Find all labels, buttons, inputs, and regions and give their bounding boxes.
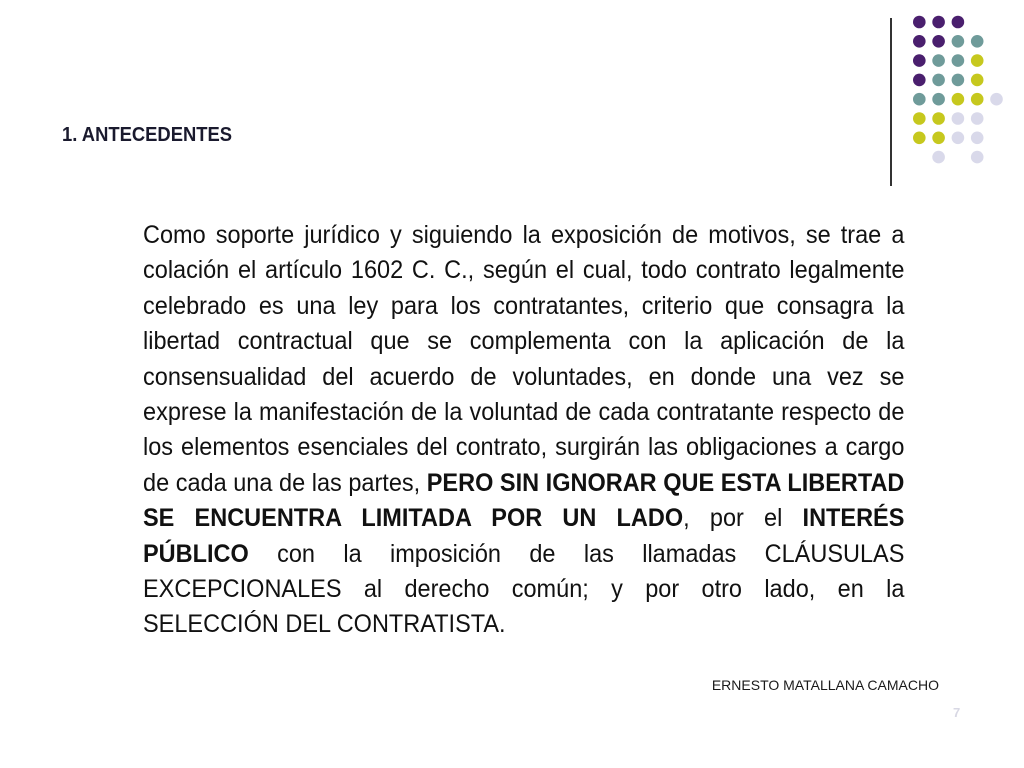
decorative-dot (971, 54, 984, 67)
body-text-part-1: Como soporte jurídico y siguiendo la exposición de motivos, se trae a colación el artículo 1602 C. C., según el cual, todo contrato legalmente celebrado es una ley para los contratantes, criterio que consagra la libertad contractual que se complementa con la aplicación de la consensualidad del acuerdo de voluntades, en donde una vez se exprese la manifestación de la voluntad de cada contratante respecto de los elementos esenciales del contrato, surgirán las obligaciones a cargo de cada una de las partes, (143, 221, 905, 497)
decorative-dot (971, 74, 984, 87)
decorative-dot (932, 132, 945, 145)
decorative-dot (952, 74, 965, 87)
body-text-part-3: con la imposición de las llamadas CLÁUSULAS EXCEPCIONALES al derecho común; y por otro lado, en la SELECCIÓN DEL CONTRATISTA. (143, 539, 905, 639)
decorative-dot (952, 132, 965, 145)
decorative-dot (913, 112, 926, 125)
decorative-dot (932, 16, 945, 29)
decorative-dot (913, 74, 926, 87)
decorative-dot (952, 93, 965, 106)
decorative-dot (932, 74, 945, 87)
body-text-part-2: , por el (683, 504, 803, 533)
decorative-dot (913, 132, 926, 145)
decorative-dot (932, 151, 945, 164)
decorative-dot (971, 132, 984, 145)
decorative-dot (952, 112, 965, 125)
author-name: ERNESTO MATALLANA CAMACHO (711, 677, 939, 693)
decorative-dot (913, 35, 926, 48)
page-number: 7 (953, 705, 961, 720)
decorative-dot-grid (0, 0, 1024, 200)
decorative-dot (932, 112, 945, 125)
decorative-dot (952, 54, 965, 67)
vertical-divider (890, 18, 892, 186)
body-paragraph (143, 218, 904, 643)
body-text-bold-1: PERO SIN IGNORAR QUE ESTA LIBERTAD SE ENCUENTRA LIMITADA POR UN LADO (143, 468, 905, 533)
decorative-dot (971, 93, 984, 106)
decorative-dot (971, 151, 984, 164)
slide-title: 1. ANTECEDENTES (62, 124, 233, 146)
decorative-dot (913, 93, 926, 106)
decorative-dot (913, 16, 926, 29)
decorative-dot (990, 93, 1003, 106)
decorative-dot (971, 35, 984, 48)
decorative-dot (913, 54, 926, 67)
decorative-dot (932, 93, 945, 106)
decorative-dot (952, 16, 965, 29)
body-text-bold-2: INTERÉS PÚBLICO (143, 504, 905, 568)
decorative-dot (932, 35, 945, 48)
decorative-dot (952, 35, 965, 48)
decorative-dot (932, 54, 945, 67)
decorative-dot (971, 112, 984, 125)
